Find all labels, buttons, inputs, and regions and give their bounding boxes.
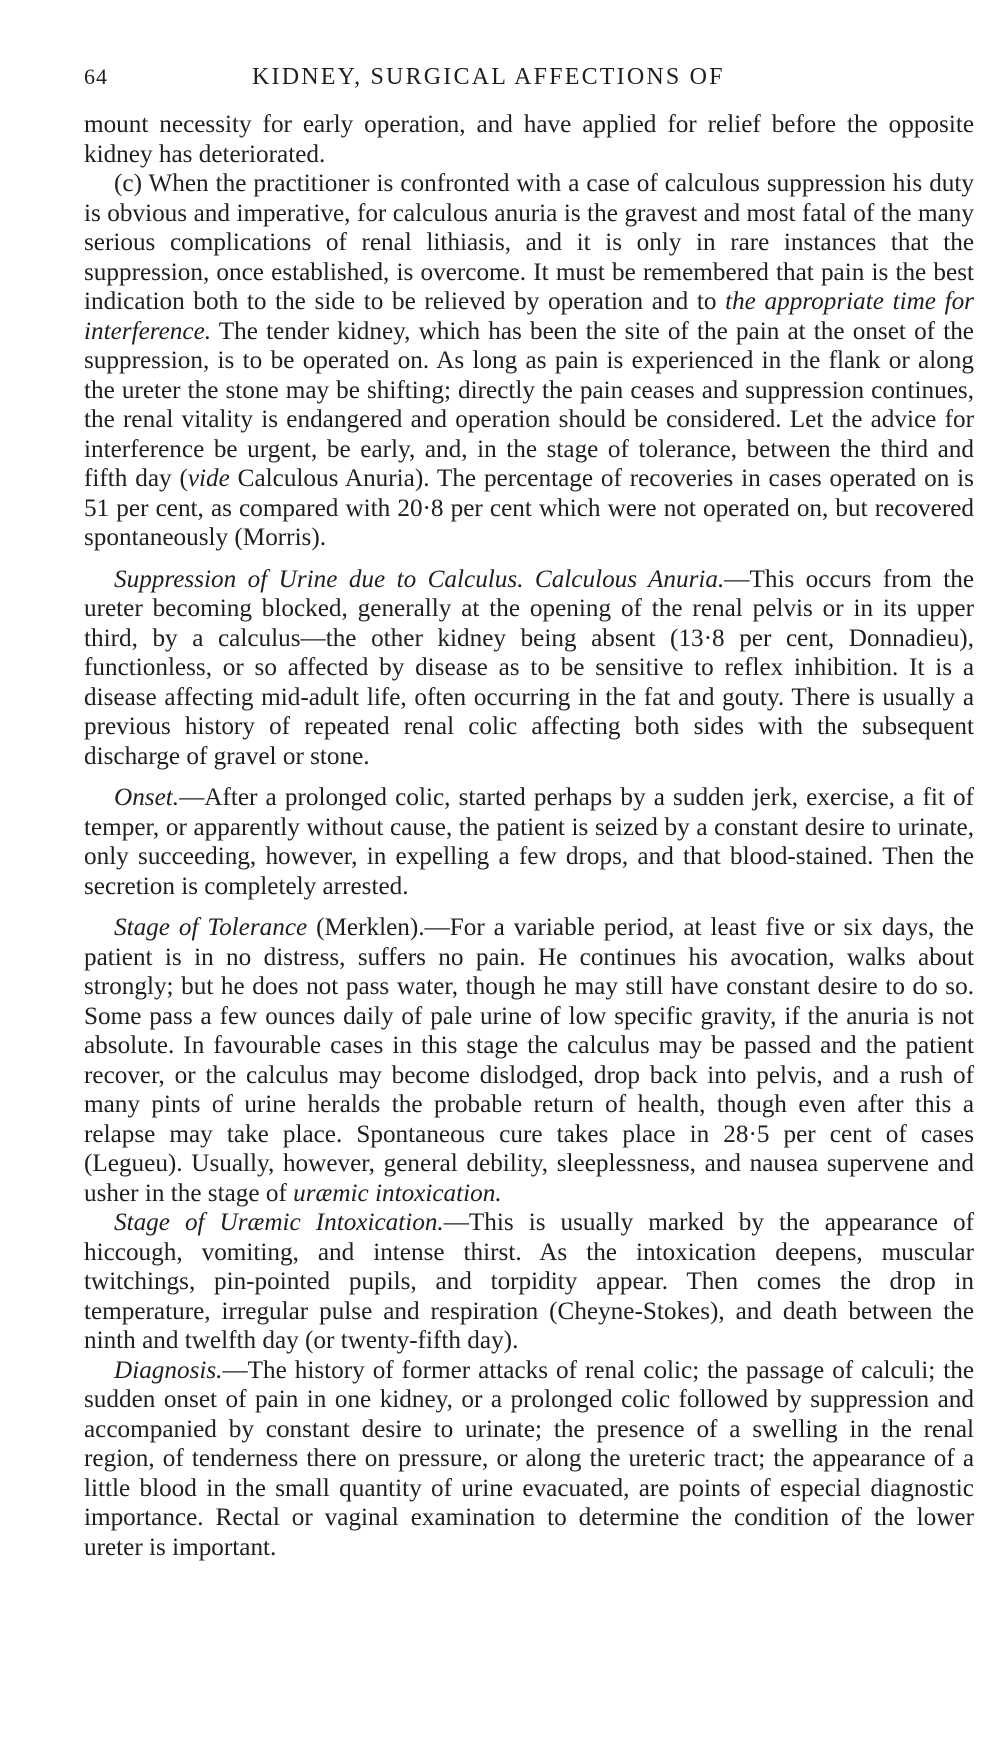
page-number: 64 [84,64,108,89]
paragraph-text: —This occurs from the ureter becoming blocked, generally at the opening of the renal pelvis or in its upper third, by a calculus—the other kidney being absent (13·8 per cent, Donnadieu), functionless, or so affected by disease as to be sensitive to reflex inhibition. It is a disease affecting mid-adult life, often occurring in the fat and gouty. There is usually a previous history of repeated renal colic affecting both sides with the subsequent discharge of gravel or stone. [84,565,974,770]
paragraph-text: (Merklen).—For a variable period, at least five or six days, the patient is in no distress, suffers no pain. He continues his avocation, walks about strongly; but he does not pass water, though he may still have constant desire to do so. Some pass a few ounces daily of pale urine of low specific gravity, if the anuria is not absolute. In favourable cases in this stage the calculus may be passed and the patient recover, or the calculus may become dislodged, drop back into pelvis, and a rush of many pints of urine heralds the probable return of health, though even after this a relapse may take place. Spontaneous cure takes place in 28·5 per cent of cases (Legueu). Usually, however, general debility, sleeplessness, and nausea supervene and usher in the stage of [84,914,974,1207]
paragraph-onset [84,783,974,901]
body-text [84,110,974,1562]
section-heading: Diagnosis. [114,1356,223,1384]
paragraph-diagnosis [84,1356,974,1563]
running-head: KIDNEY, SURGICAL AFFECTIONS OF [252,64,725,90]
section-heading: Stage of Uræmic Intoxication. [114,1209,444,1236]
paragraph-text: —After a prolonged colic, started perhaps by a sudden jerk, exercise, a fit of temper, or apparently without cause, the patient is seized by a constant desire to urinate, only succeeding, however, in expelling a few drops, and that blood-stained. Then the secretion is completely arrested. [84,784,974,900]
book-page [84,58,974,1562]
paragraph-text: Calculous Anuria). The percentage of recoveries in cases operated on is 51 per cent, as compared with 20·8 per cent which were not operated on, but recovered spontaneously (Morris). [84,465,974,551]
emphasis-text: the appropriate time for interference. [84,288,974,345]
section-heading: Suppression of Urine due to Calculus. Calculous Anuria. [114,565,725,593]
paragraph-text: —This is usually marked by the appearance of hiccough, vomiting, and intense thirst. As the intoxication deepens, muscular twitchings, pin-pointed pupils, and torpidity appear. Then comes the drop in temperature, irregular pulse and respiration (Cheyne-Stokes), and death between the ninth and twelfth day (or twenty-fifth day). [84,1209,974,1354]
paragraph-continuation [84,110,974,169]
section-heading: Stage of Tolerance [114,914,308,941]
page-header [84,58,974,98]
paragraph-text: (c) When the practitioner is confronted with a case of calculous suppression his duty is obvious and imperative, for calculous anuria is the gravest and most fatal of the many serious complications of renal lithiasis, and it is only in rare instances that the suppression, once established, is overcome. It must be remembered that pain is the best indication both to the side to be relieved by operation and to [84,170,974,315]
emphasis-text: vide [187,465,230,492]
paragraph-text: —The history of former attacks of renal colic; the passage of calculi; the sudden onset of pain in one kidney, or a prolonged colic followed by suppression and accompanied by constant desire to urinate; the presence of a swelling in the renal region, of tenderness there on pressure, or along the ureteric tract; the appearance of a little blood in the small quantity of urine evacuated, are points of especial diagnostic importance. Rectal or vaginal examination to determine the condition of the lower ureter is important. [84,1356,974,1561]
paragraph-suppression-of-urine [84,565,974,772]
paragraph-text: The tender kidney, which has been the site of the pain at the onset of the suppression, is to be operated on. As long as pain is experienced in the flank or along the ureter the stone may be shifting; directly the pain ceases and suppression continues, the renal vitality is endangered and operation should be considered. Let the advice for interference be urgent, be early, and, in the stage of tolerance, between the third and fifth day ( [84,317,974,492]
paragraph-text: mount necessity for early operation, and have applied for relief before the opposite kidney has deteriorated. [84,111,974,168]
paragraph-stage-of-tolerance [84,913,974,1208]
section-heading: Onset. [114,784,180,811]
emphasis-text: uræmic intoxication. [293,1179,502,1207]
paragraph-uraemic-intoxication [84,1208,974,1356]
paragraph-calculous-suppression [84,169,974,553]
